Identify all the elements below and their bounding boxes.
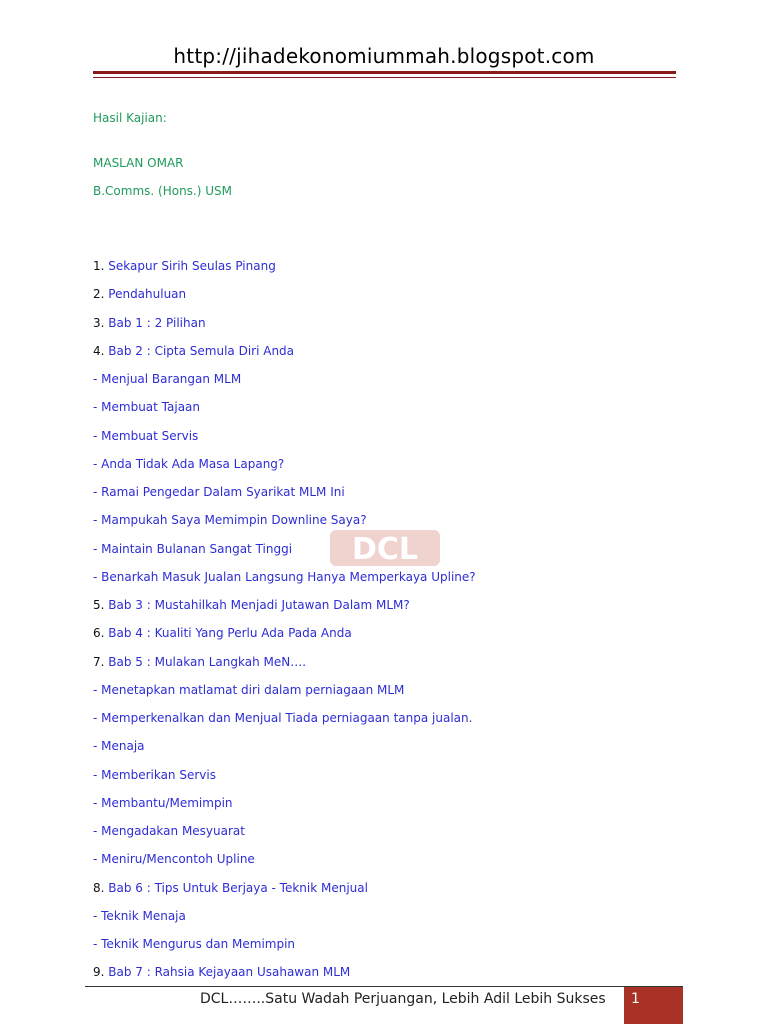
toc-item-link[interactable]: - Benarkah Masuk Jualan Langsung Hanya Memperkaya Upline? [93, 569, 476, 584]
toc-item-link[interactable]: Bab 1 : 2 Pilihan [108, 315, 206, 330]
toc-item[interactable] [93, 851, 476, 879]
toc-item[interactable] [93, 428, 476, 456]
header-rule-thin [93, 77, 676, 78]
toc-item-link[interactable]: Pendahuluan [108, 287, 187, 302]
toc-item-number: 4. [93, 343, 109, 358]
toc-item[interactable] [93, 597, 476, 625]
toc-item-link[interactable]: Bab 6 : Tips Untuk Berjaya - Teknik Menjual [108, 880, 368, 895]
page-number-box [624, 987, 683, 1024]
footer-rule [85, 986, 683, 987]
toc-item[interactable] [93, 315, 476, 343]
toc-item-link[interactable]: - Menjual Barangan MLM [93, 372, 242, 386]
toc-item-link[interactable]: - Membantu/Memimpin [93, 795, 233, 810]
toc-item[interactable] [93, 908, 476, 936]
toc-item[interactable] [93, 767, 476, 795]
toc-item-number: 3. [93, 315, 109, 330]
toc-item[interactable] [93, 795, 476, 823]
toc-item-number: 9. [93, 965, 109, 980]
toc-item[interactable] [93, 936, 476, 964]
toc-item[interactable] [93, 654, 476, 682]
toc-item-link[interactable]: - Menaja [93, 739, 145, 754]
toc-item-link[interactable]: - Meniru/Mencontoh Upline [93, 852, 255, 867]
toc-item-link[interactable]: - Ramai Pengedar Dalam Syarikat MLM Ini [93, 485, 345, 499]
toc-item-link[interactable]: - Mampukah Saya Memimpin Downline Saya? [93, 513, 367, 528]
toc-item-link[interactable]: - Mengadakan Mesyuarat [93, 824, 245, 838]
author-degree: B.Comms. (Hons.) USM [93, 184, 232, 198]
toc-item-number: 8. [93, 880, 109, 895]
toc-item-link[interactable]: - Menetapkan matlamat diri dalam perniagaan MLM [93, 682, 405, 697]
toc-item-number: 2. [93, 287, 109, 302]
toc-item[interactable] [93, 541, 476, 569]
toc-item[interactable] [93, 880, 476, 908]
toc-item[interactable] [93, 456, 476, 484]
toc-item[interactable] [93, 343, 476, 371]
toc-item-link[interactable]: Bab 2 : Cipta Semula Diri Anda [108, 343, 295, 358]
header-rule-thick [93, 71, 676, 74]
toc-item-link[interactable]: - Membuat Tajaan [93, 400, 201, 415]
toc-item[interactable] [93, 625, 476, 653]
toc-item-link[interactable]: - Teknik Mengurus dan Memimpin [93, 937, 296, 951]
toc-item-link[interactable]: - Memberikan Servis [93, 767, 216, 782]
toc-item-link[interactable]: Bab 4 : Kualiti Yang Perlu Ada Pada Anda [108, 626, 352, 641]
footer-text: DCL……..Satu Wadah Perjuangan, Lebih Adil Lebih Sukses [200, 991, 606, 1007]
toc-item-link[interactable]: Bab 3 : Mustahilkah Menjadi Jutawan Dalam MLM? [108, 598, 410, 612]
toc-item-link[interactable]: - Teknik Menaja [93, 908, 186, 923]
toc-item-link[interactable]: Sekapur Sirih Seulas Pinang [108, 259, 276, 273]
toc-item[interactable] [93, 569, 476, 597]
toc-item[interactable] [93, 371, 476, 399]
toc-item[interactable] [93, 710, 476, 738]
toc-item[interactable] [93, 484, 476, 512]
author-intro: Hasil Kajian: [93, 111, 167, 125]
toc-item[interactable] [93, 823, 476, 851]
author-name: MASLAN OMAR [93, 156, 184, 170]
toc-item-link[interactable]: Bab 5 : Mulakan Langkah MeN…. [108, 654, 307, 669]
page-number: 1 [631, 991, 640, 1007]
toc-item[interactable] [93, 286, 476, 314]
toc-item[interactable] [93, 258, 476, 286]
header-url: http://jihadekonomiummah.blogspot.com [173, 44, 595, 68]
toc-item[interactable] [93, 399, 476, 427]
toc-item-link[interactable]: - Memperkenalkan dan Menjual Tiada perniagaan tanpa jualan. [93, 711, 473, 725]
toc-item-number: 1. [93, 259, 109, 273]
toc-item[interactable] [93, 512, 476, 540]
watermark-logo-text: DCL [351, 532, 419, 567]
table-of-contents [93, 258, 476, 993]
toc-item[interactable] [93, 964, 476, 992]
toc-item-link[interactable]: - Maintain Bulanan Sangat Tinggi [93, 541, 293, 556]
toc-item-link[interactable]: - Membuat Servis [93, 428, 199, 443]
toc-item[interactable] [93, 738, 476, 766]
toc-item-link[interactable]: - Anda Tidak Ada Masa Lapang? [93, 456, 285, 471]
toc-item[interactable] [93, 682, 476, 710]
toc-item-link[interactable]: Bab 7 : Rahsia Kejayaan Usahawan MLM [108, 965, 351, 980]
toc-item-number: 7. [93, 654, 109, 669]
toc-item-number: 6. [93, 626, 109, 641]
toc-item-number: 5. [93, 598, 109, 612]
